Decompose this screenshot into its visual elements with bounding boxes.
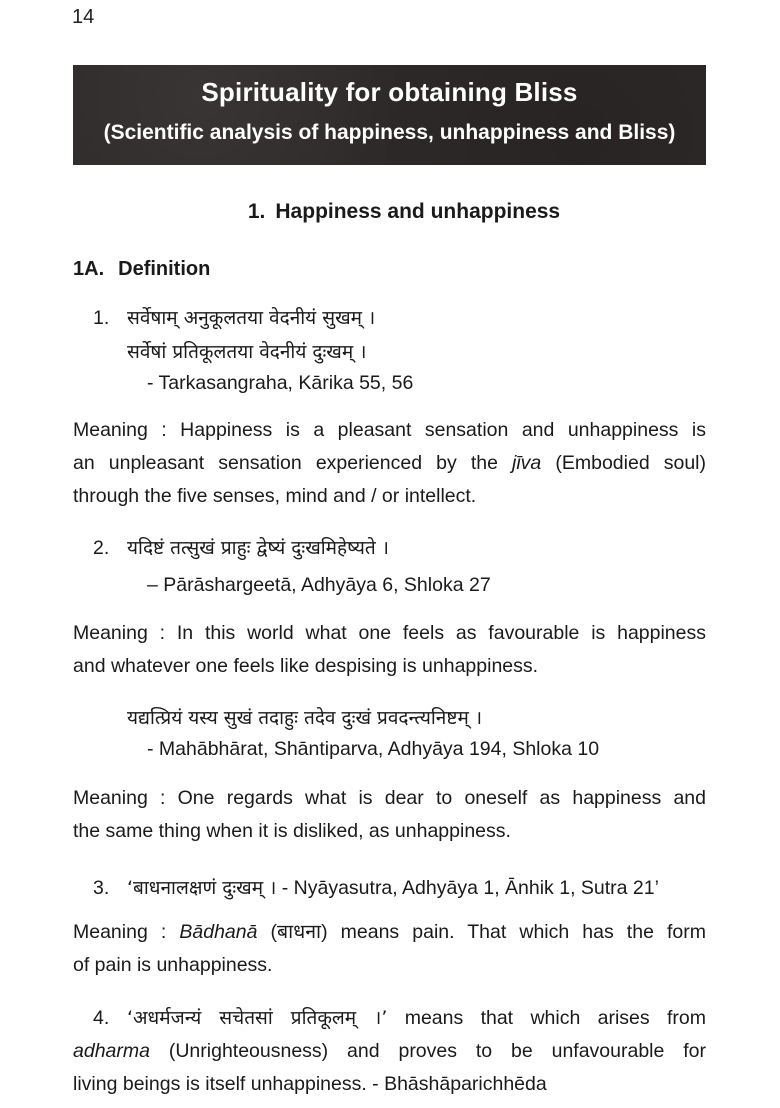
item-1-source: - Tarkasangraha, Kārika 55, 56 xyxy=(147,372,414,394)
page-number: 14 xyxy=(72,6,95,28)
item-2-extra-meaning xyxy=(73,782,706,848)
sanskrit-verse: सर्वेषाम् अनुकूलतया वेदनीयं सुखम् । xyxy=(127,307,376,329)
meaning-line: of pain is unhappiness. xyxy=(73,954,273,976)
item-3-source: - Nyāyasutra, Adhyāya 1, Ānhik 1, Sutra 21’ xyxy=(276,877,659,899)
title-banner xyxy=(73,65,706,165)
term-badhana: Bādhanā xyxy=(179,921,258,943)
meaning-line: an unpleasant sensation experienced by the jīva (Embodied soul) xyxy=(73,452,707,474)
sanskrit-verse: ‘अधर्मजन्यं सचेतसां प्रतिकूलम् ।’ xyxy=(127,1007,388,1029)
subsection-number: 1A. xyxy=(73,258,105,280)
item-number: 4. xyxy=(93,1007,110,1029)
meaning-line: Meaning : Bādhanā (बाधना) means pain. That which has the form xyxy=(73,921,706,943)
sanskrit-verse: यद्यत्प्रियं यस्य सुखं तदाहुः तदेव दुःखं प्रवदन्त्यनिष्टम् । xyxy=(127,707,483,729)
meaning-line: through the five senses, mind and / or intellect. xyxy=(73,485,477,507)
item-4-text xyxy=(73,1002,706,1101)
banner-title: Spirituality for obtaining Bliss xyxy=(201,77,578,107)
meaning-line: Meaning : Happiness is a pleasant sensation and unhappiness is xyxy=(73,419,706,441)
sanskrit-verse: सर्वेषां प्रतिकूलतया वेदनीयं दुःखम् । xyxy=(127,341,367,363)
section-title: Happiness and unhappiness xyxy=(275,200,561,223)
meaning-line: Meaning : One regards what is dear to oneself as happiness and xyxy=(73,787,706,809)
item-4-line-2: adharma (Unrighteousness) and proves to be unfavourable for xyxy=(73,1040,706,1062)
meaning-line: and whatever one feels like despising is unhappiness. xyxy=(73,655,539,677)
meaning-line: the same thing when it is disliked, as unhappiness. xyxy=(73,820,511,842)
item-1-meaning xyxy=(73,414,706,513)
item-number: 2. xyxy=(93,537,110,559)
item-3-meaning xyxy=(73,916,706,982)
item-number: 3. xyxy=(93,877,110,899)
item-4-line-3: living beings is itself unhappiness. - Bhāshāparichhēda xyxy=(73,1073,547,1095)
item-number: 1. xyxy=(93,307,110,329)
item-4-line-1: 4. ‘अधर्मजन्यं सचेतसां प्रतिकूलम् ।’ means that which arises from xyxy=(73,1002,706,1035)
subsection-heading xyxy=(73,258,210,281)
item-2-meaning xyxy=(73,617,706,683)
item-2-extra-source: - Mahābhārat, Shāntiparva, Adhyāya 194, Shloka 10 xyxy=(147,738,600,760)
section-heading xyxy=(0,200,780,224)
subsection-title: Definition xyxy=(118,258,211,280)
sanskrit-verse: ‘बाधनालक्षणं दुःखम् । xyxy=(127,877,277,899)
banner-subtitle: (Scientific analysis of happiness, unhappiness and Bliss) xyxy=(103,121,676,144)
meaning-line: Meaning : In this world what one feels as favourable is happiness xyxy=(73,622,706,644)
item-1-sanskrit-line-1 xyxy=(93,304,375,330)
item-1-sanskrit-line-2 xyxy=(127,338,366,364)
item-2-extra-sanskrit xyxy=(127,704,482,730)
item-2-sanskrit xyxy=(93,534,389,560)
term-jiva: jīva xyxy=(512,452,542,474)
section-number: 1. xyxy=(247,200,266,223)
item-3-quote xyxy=(93,874,659,900)
sanskrit-verse: यदिष्टं तत्सुखं प्राहुः द्वेष्यं दुःखमिहेष्यते । xyxy=(127,537,389,559)
item-2-source: – Pārāshargeetā, Adhyāya 6, Shloka 27 xyxy=(147,574,491,596)
term-adharma: adharma xyxy=(73,1040,150,1062)
